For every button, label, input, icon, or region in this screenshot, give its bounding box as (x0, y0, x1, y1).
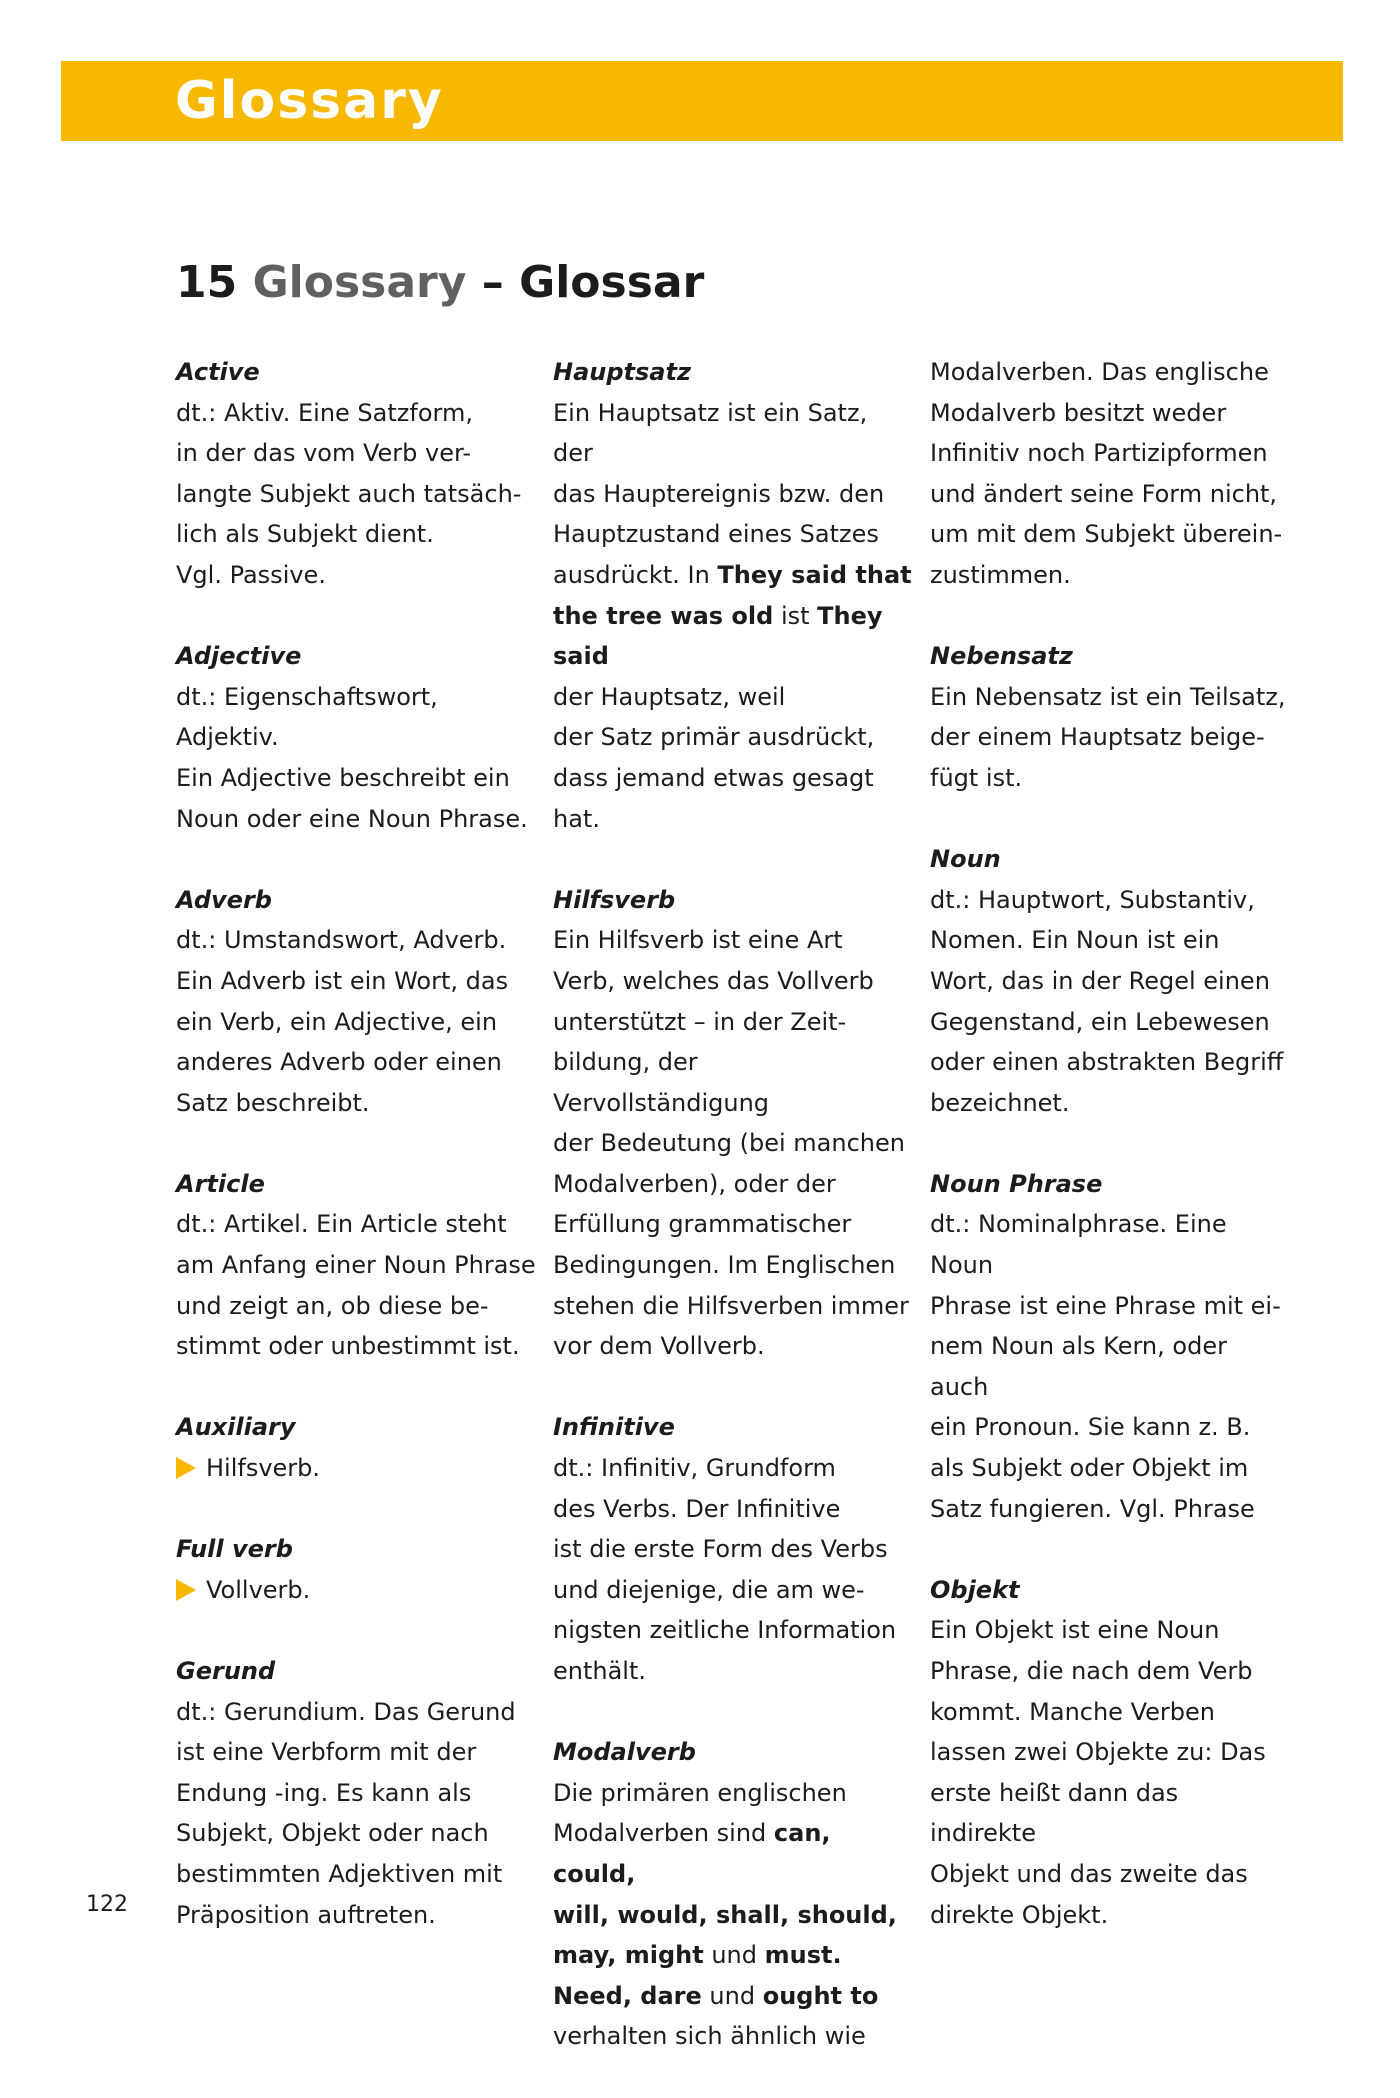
definition-text: und (701, 1981, 763, 2010)
entry-hilfsverb (553, 880, 913, 1367)
entry-definition: dt.: Gerundium. Das Gerund ist eine Verbform mit der Endung -ing. Es kann als Subjekt, Objekt oder nach bestimmten Adjektiven mit Präposition auftreten. (176, 1697, 516, 1929)
entry-adverb (176, 880, 536, 1124)
entry-term: Noun Phrase (930, 1169, 1103, 1198)
entry-definition: dt.: Nominalphrase. Eine Noun Phrase ist eine Phrase mit ei- nem Noun als Kern, oder auch ein Pronoun. Sie kann z. B. als Subjekt oder Objekt im Satz fungieren. Vgl. Phrase (930, 1210, 1281, 1523)
entry-infinitive (553, 1407, 913, 1691)
entry-definition-continued: Modalverben. Das englische Modalverb besitzt weder Infinitiv noch Partizipformen und ändert seine Form nicht, um mit dem Subjekt überein- zustimmen. (930, 358, 1283, 589)
entry-term: Adjective (176, 642, 302, 671)
entry-hauptsatz (553, 352, 913, 839)
entry-definition: dt.: Hauptwort, Substantiv, Nomen. Ein Noun ist ein Wort, das in der Regel einen Gegenstand, ein Lebewesen oder einen abstrakten Begriff bezeichnet. (930, 885, 1284, 1117)
semi-modals: Need, dare (553, 1981, 702, 2010)
entry-definition: dt.: Aktiv. Eine Satzform, in der das vom Verb ver- langte Subjekt auch tatsäch- lich als Subjekt dient. Vgl. Passive. (176, 398, 522, 589)
glossary-column-2 (553, 352, 913, 2098)
arrow-right-icon (176, 1579, 196, 1601)
definition-text: und (703, 1941, 765, 1970)
header-banner (61, 61, 1343, 141)
page-number: 122 (86, 1892, 128, 1917)
cross-reference-text: Vollverb. (206, 1575, 311, 1604)
definition-text: Ein Hauptsatz ist ein Satz, der das Hauptereignis bzw. den Hauptzustand eines Satzes ausdrückt. In (553, 398, 885, 589)
entry-term: Gerund (176, 1657, 276, 1685)
definition-text: Die primären englischen Modalverben sind (553, 1778, 847, 1848)
definition-text: verhalten sich ähnlich wie (553, 2022, 866, 2051)
banner-title: Glossary (175, 71, 444, 131)
entry-term: Noun (930, 845, 1001, 874)
entry-term: Hauptsatz (553, 358, 691, 386)
entry-full-verb (176, 1529, 536, 1610)
glossary-column-1 (176, 352, 536, 1976)
chapter-heading (176, 255, 704, 311)
entry-nebensatz (930, 636, 1290, 798)
cross-reference-text: Hilfsverb. (206, 1454, 321, 1483)
entry-term: Adverb (176, 885, 272, 914)
entry-definition: Ein Objekt ist eine Noun Phrase, die nach dem Verb kommt. Manche Verben lassen zwei Objekte zu: Das erste heißt dann das indirekte Objekt und das zweite das direkte Objekt. (930, 1616, 1266, 1929)
modal-verb-must: must. (764, 1941, 842, 1970)
modal-verbs-list: can, could, will, would, shall, should, may, might (553, 1819, 897, 1970)
cross-reference[interactable] (176, 1570, 536, 1611)
chapter-number: 15 (176, 257, 238, 308)
entry-auxiliary (176, 1407, 536, 1488)
entry-term: Full verb (176, 1535, 293, 1564)
entry-article (176, 1164, 536, 1367)
entry-objekt (930, 1570, 1290, 1935)
entry-term: Hilfsverb (553, 885, 676, 914)
entry-modalverb-continued (930, 352, 1290, 596)
entry-noun-phrase (930, 1164, 1290, 1529)
chapter-title-de: Glossar (519, 257, 705, 308)
entry-definition: dt.: Umstandswort, Adverb. Ein Adverb ist ein Wort, das ein Verb, ein Adjective, ein anderes Adverb oder einen Satz beschreibt. (176, 926, 509, 1117)
cross-reference[interactable] (176, 1448, 536, 1489)
entry-term: Nebensatz (930, 642, 1073, 671)
entry-definition: dt.: Eigenschaftswort, Adjektiv. Ein Adjective beschreibt ein Noun oder eine Noun Phrase. (176, 682, 528, 833)
semi-modal-ought-to: ought to (762, 1981, 879, 2010)
entry-term: Objekt (930, 1575, 1020, 1604)
entry-term: Modalverb (553, 1738, 696, 1767)
entry-definition: Ein Hilfsverb ist eine Art Verb, welches das Vollverb unterstützt – in der Zeit- bildung, der Vervollständigung der Bedeutung (bei manchen Modalverben), oder der Erfüllung grammatischer Bedingungen. Im Englischen stehen die Hilfsverben immer vor dem Vollverb. (553, 926, 909, 1361)
entry-term: Infinitive (553, 1413, 675, 1442)
entry-definition (553, 1773, 913, 2057)
example-sentence: They said that the tree was old (553, 560, 912, 630)
entry-active (176, 352, 536, 596)
entry-modalverb (553, 1732, 913, 2057)
arrow-right-icon (176, 1457, 196, 1479)
entry-term: Active (176, 358, 260, 386)
chapter-dash: – (481, 257, 504, 308)
entry-adjective (176, 636, 536, 839)
entry-gerund (176, 1651, 536, 1935)
entry-term: Article (176, 1169, 265, 1198)
entry-definition: dt.: Artikel. Ein Article steht am Anfang einer Noun Phrase und zeigt an, ob diese be- stimmt oder unbestimmt ist. (176, 1210, 536, 1361)
entry-definition: dt.: Infinitiv, Grundform des Verbs. Der Infinitive ist die erste Form des Verbs und diejenige, die am we- nigsten zeitliche Information enthält. (553, 1454, 897, 1685)
chapter-title-en: Glossary (252, 257, 467, 308)
example-main-clause: They said (553, 601, 883, 671)
entry-definition: Ein Nebensatz ist ein Teilsatz, der einem Hauptsatz beige- fügt ist. (930, 682, 1286, 792)
entry-noun (930, 839, 1290, 1123)
definition-text: der Hauptsatz, weil der Satz primär ausdrückt, dass jemand etwas gesagt hat. (553, 682, 875, 833)
definition-text: ist (773, 601, 818, 630)
glossary-column-3 (930, 352, 1290, 1976)
entry-term: Auxiliary (176, 1413, 296, 1442)
entry-definition (553, 393, 913, 840)
